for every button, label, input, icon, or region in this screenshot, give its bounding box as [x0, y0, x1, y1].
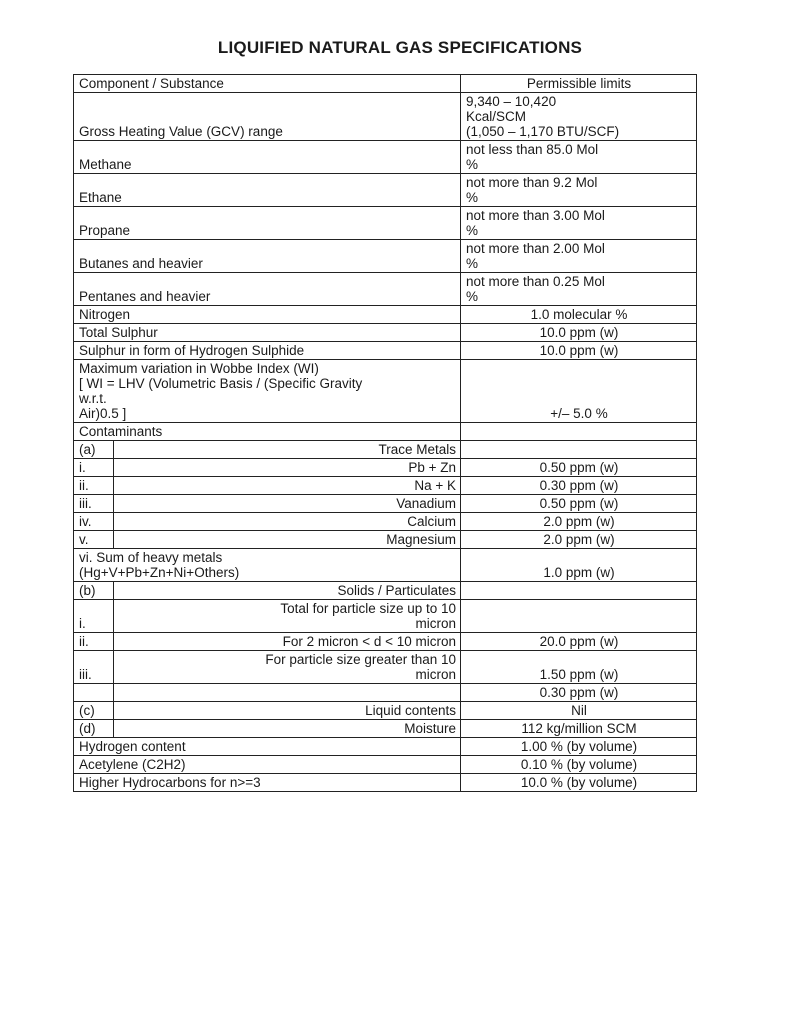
empty-cell — [461, 582, 697, 600]
particle-label — [114, 651, 461, 684]
metal-value: 0.50 ppm (w) — [461, 459, 697, 477]
gcv-line: Kcal/SCM — [466, 109, 527, 124]
propane-value — [461, 207, 697, 240]
hydrogen-label: Hydrogen content — [74, 738, 461, 756]
limit-line: not more than 9.2 Mol — [466, 175, 598, 190]
metal-value: 0.50 ppm (w) — [461, 495, 697, 513]
empty-cell — [461, 441, 697, 459]
table-row — [74, 342, 697, 360]
table-row — [74, 423, 697, 441]
particle-line: micron — [415, 616, 456, 631]
row-index: iv. — [74, 513, 114, 531]
h2s-value: 10.0 ppm (w) — [461, 342, 697, 360]
row-index: (d) — [74, 720, 114, 738]
propane-label: Propane — [74, 207, 461, 240]
metal-label: Magnesium — [114, 531, 461, 549]
table-row — [74, 459, 697, 477]
table-row — [74, 531, 697, 549]
methane-label: Methane — [74, 141, 461, 174]
row-index: i. — [74, 459, 114, 477]
limit-line: not more than 0.25 Mol — [466, 274, 605, 289]
table-row — [74, 207, 697, 240]
wobbe-line: Maximum variation in Wobbe Index (WI) — [79, 361, 319, 376]
particle-value: 0.30 ppm (w) — [461, 684, 697, 702]
table-row — [74, 582, 697, 600]
table-row — [74, 702, 697, 720]
table-row — [74, 93, 697, 141]
moisture-value: 112 kg/million SCM — [461, 720, 697, 738]
limit-line: not more than 2.00 Mol — [466, 241, 605, 256]
row-index: (c) — [74, 702, 114, 720]
row-index: (a) — [74, 441, 114, 459]
limit-line: not less than 85.0 Mol — [466, 142, 599, 157]
particle-line: For particle size greater than 10 — [265, 652, 456, 667]
gcv-line: 9,340 – 10,420 — [466, 94, 557, 109]
wobbe-line: [ WI = LHV (Volumetric Basis / (Specific Gravity — [79, 376, 363, 391]
ethane-label: Ethane — [74, 174, 461, 207]
table-row — [74, 633, 697, 651]
metal-label: Na + K — [114, 477, 461, 495]
table-row — [74, 720, 697, 738]
acetylene-value: 0.10 % (by volume) — [461, 756, 697, 774]
liquid-value: Nil — [461, 702, 697, 720]
ethane-value — [461, 174, 697, 207]
particle-line: micron — [415, 667, 456, 682]
gcv-value — [461, 93, 697, 141]
limit-line: % — [466, 223, 479, 238]
table-row — [74, 477, 697, 495]
limit-line: % — [466, 256, 479, 271]
row-index: ii. — [74, 633, 114, 651]
table-row — [74, 306, 697, 324]
limit-line: % — [466, 157, 479, 172]
heavy-metals-label — [74, 549, 461, 582]
metal-label: Pb + Zn — [114, 459, 461, 477]
gcv-label: Gross Heating Value (GCV) range — [74, 93, 461, 141]
row-index: v. — [74, 531, 114, 549]
table-row — [74, 738, 697, 756]
heavy-line: vi. Sum of heavy metals — [79, 550, 223, 565]
nitrogen-label: Nitrogen — [74, 306, 461, 324]
pentanes-label: Pentanes and heavier — [74, 273, 461, 306]
heavy-metals-value: 1.0 ppm (w) — [461, 549, 697, 582]
butanes-value — [461, 240, 697, 273]
table-row — [74, 240, 697, 273]
metal-value: 2.0 ppm (w) — [461, 531, 697, 549]
table-row — [74, 756, 697, 774]
table-row — [74, 549, 697, 582]
table-row — [74, 360, 697, 423]
butanes-label: Butanes and heavier — [74, 240, 461, 273]
metal-value: 0.30 ppm (w) — [461, 477, 697, 495]
table-row — [74, 495, 697, 513]
limit-line: % — [466, 289, 479, 304]
table-row — [74, 441, 697, 459]
nitrogen-value: 1.0 molecular % — [461, 306, 697, 324]
solids-label: Solids / Particulates — [114, 582, 461, 600]
wobbe-value: +/– 5.0 % — [461, 360, 697, 423]
higher-hc-value: 10.0 % (by volume) — [461, 774, 697, 792]
row-index: (b) — [74, 582, 114, 600]
table-header-row — [74, 75, 697, 93]
row-index: ii. — [74, 477, 114, 495]
row-index: iii. — [74, 495, 114, 513]
empty-cell — [74, 684, 114, 702]
limit-line: % — [466, 190, 479, 205]
row-index: i. — [74, 600, 114, 633]
metal-value: 2.0 ppm (w) — [461, 513, 697, 531]
table-row — [74, 651, 697, 684]
limit-line: not more than 3.00 Mol — [466, 208, 605, 223]
particle-label: For 2 micron < d < 10 micron — [114, 633, 461, 651]
particle-value: 1.50 ppm (w) — [461, 651, 697, 684]
table-row — [74, 600, 697, 633]
higher-hc-label: Higher Hydrocarbons for n>=3 — [74, 774, 461, 792]
particle-label — [114, 600, 461, 633]
gcv-line: (1,050 – 1,170 BTU/SCF) — [466, 124, 620, 139]
h2s-label: Sulphur in form of Hydrogen Sulphide — [74, 342, 461, 360]
sulphur-value: 10.0 ppm (w) — [461, 324, 697, 342]
table-row — [74, 684, 697, 702]
particle-line: Total for particle size up to 10 — [280, 601, 456, 616]
contaminants-label: Contaminants — [74, 423, 461, 441]
table-row — [74, 141, 697, 174]
table-row — [74, 774, 697, 792]
liquid-label: Liquid contents — [114, 702, 461, 720]
wobbe-line: Air)0.5 ] — [79, 406, 127, 421]
empty-cell — [461, 423, 697, 441]
acetylene-label: Acetylene (C2H2) — [74, 756, 461, 774]
table-row — [74, 324, 697, 342]
empty-cell — [114, 684, 461, 702]
table-row — [74, 174, 697, 207]
trace-metals-label: Trace Metals — [114, 441, 461, 459]
moisture-label: Moisture — [114, 720, 461, 738]
wobbe-line: w.r.t. — [79, 391, 107, 406]
pentanes-value — [461, 273, 697, 306]
header-limits: Permissible limits — [461, 75, 697, 93]
heavy-line: (Hg+V+Pb+Zn+Ni+Others) — [79, 565, 240, 580]
table-row — [74, 273, 697, 306]
particle-value: 20.0 ppm (w) — [461, 633, 697, 651]
header-component: Component / Substance — [74, 75, 461, 93]
sulphur-label: Total Sulphur — [74, 324, 461, 342]
specifications-table — [73, 74, 697, 792]
page-title: LIQUIFIED NATURAL GAS SPECIFICATIONS — [217, 38, 583, 57]
wobbe-label — [74, 360, 461, 423]
table-row — [74, 513, 697, 531]
metal-label: Vanadium — [114, 495, 461, 513]
particle-value — [461, 600, 697, 633]
hydrogen-value: 1.00 % (by volume) — [461, 738, 697, 756]
methane-value — [461, 141, 697, 174]
metal-label: Calcium — [114, 513, 461, 531]
row-index: iii. — [74, 651, 114, 684]
